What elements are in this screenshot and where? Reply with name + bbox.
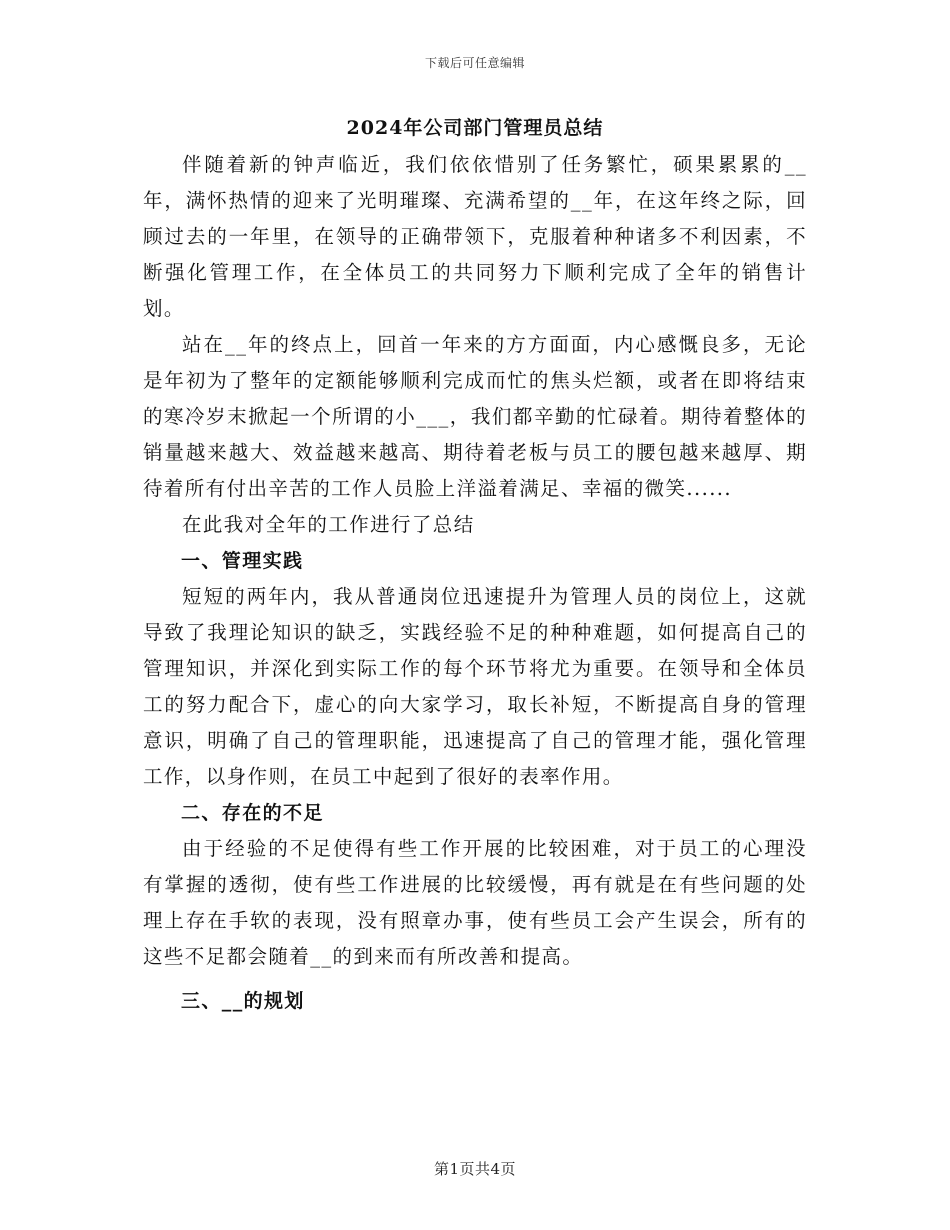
paragraph-shortcomings: 由于经验的不足使得有些工作开展的比较困难，对于员工的心理没有掌握的透彻，使有些工作进展的比较缓慢，再有就是在有些问题的处理上存在手软的表现，没有照章办事，使有些员工会产生误会，所有的这些不足都会随着__的到来而有所改善和提高。 [143,837,807,968]
section-heading-plan: 三、__的规划 [181,990,305,1012]
paragraph-summary-lead: 在此我对全年的工作进行了总结 [182,513,475,536]
paragraph-reflection: 站在__年的终点上，回首一年来的方方面面，内心感慨良多，无论是年初为了整年的定额能够顺利完成而忙的焦头烂额，或者在即将结束的寒冷岁末掀起一个所谓的小___，我们都辛勤的忙碌着。期待着整体的销量越来越大、效益越来越高、期待着老板与员工的腰包越来越厚、期待着所有付出辛苦的工作人员脸上洋溢着满足、幸福的微笑...... [143,333,807,500]
paragraph-intro: 伴随着新的钟声临近，我们依依惜别了任务繁忙，硕果累累的__年，满怀热情的迎来了光明璀璨、充满希望的__年，在这年终之际，回顾过去的一年里，在领导的正确带领下，克服着种种诸多不利因素，不断强化管理工作，在全体员工的共同努力下顺利完成了全年的销售计划。 [143,153,807,320]
document-body [143,147,807,1019]
paragraph-management-practice: 短短的两年内，我从普通岗位迅速提升为管理人员的岗位上，这就导致了我理论知识的缺乏，实践经验不足的种种难题，如何提高自己的管理知识，并深化到实际工作的每个环节将尤为重要。在领导和全体员工的努力配合下，虚心的向大家学习，取长补短，不断提高自身的管理意识，明确了自己的管理职能，迅速提高了自己的管理才能，强化管理工作，以身作则，在员工中起到了很好的表率作用。 [143,585,807,788]
page-footer: 第1页共4页 [433,1160,517,1178]
header-note: 下载后可任意编辑 [424,56,525,70]
section-heading-shortcomings: 二、存在的不足 [181,802,324,824]
section-heading-management-practice: 一、管理实践 [181,550,304,572]
document-title: 2024年公司部门管理员总结 [346,117,604,139]
